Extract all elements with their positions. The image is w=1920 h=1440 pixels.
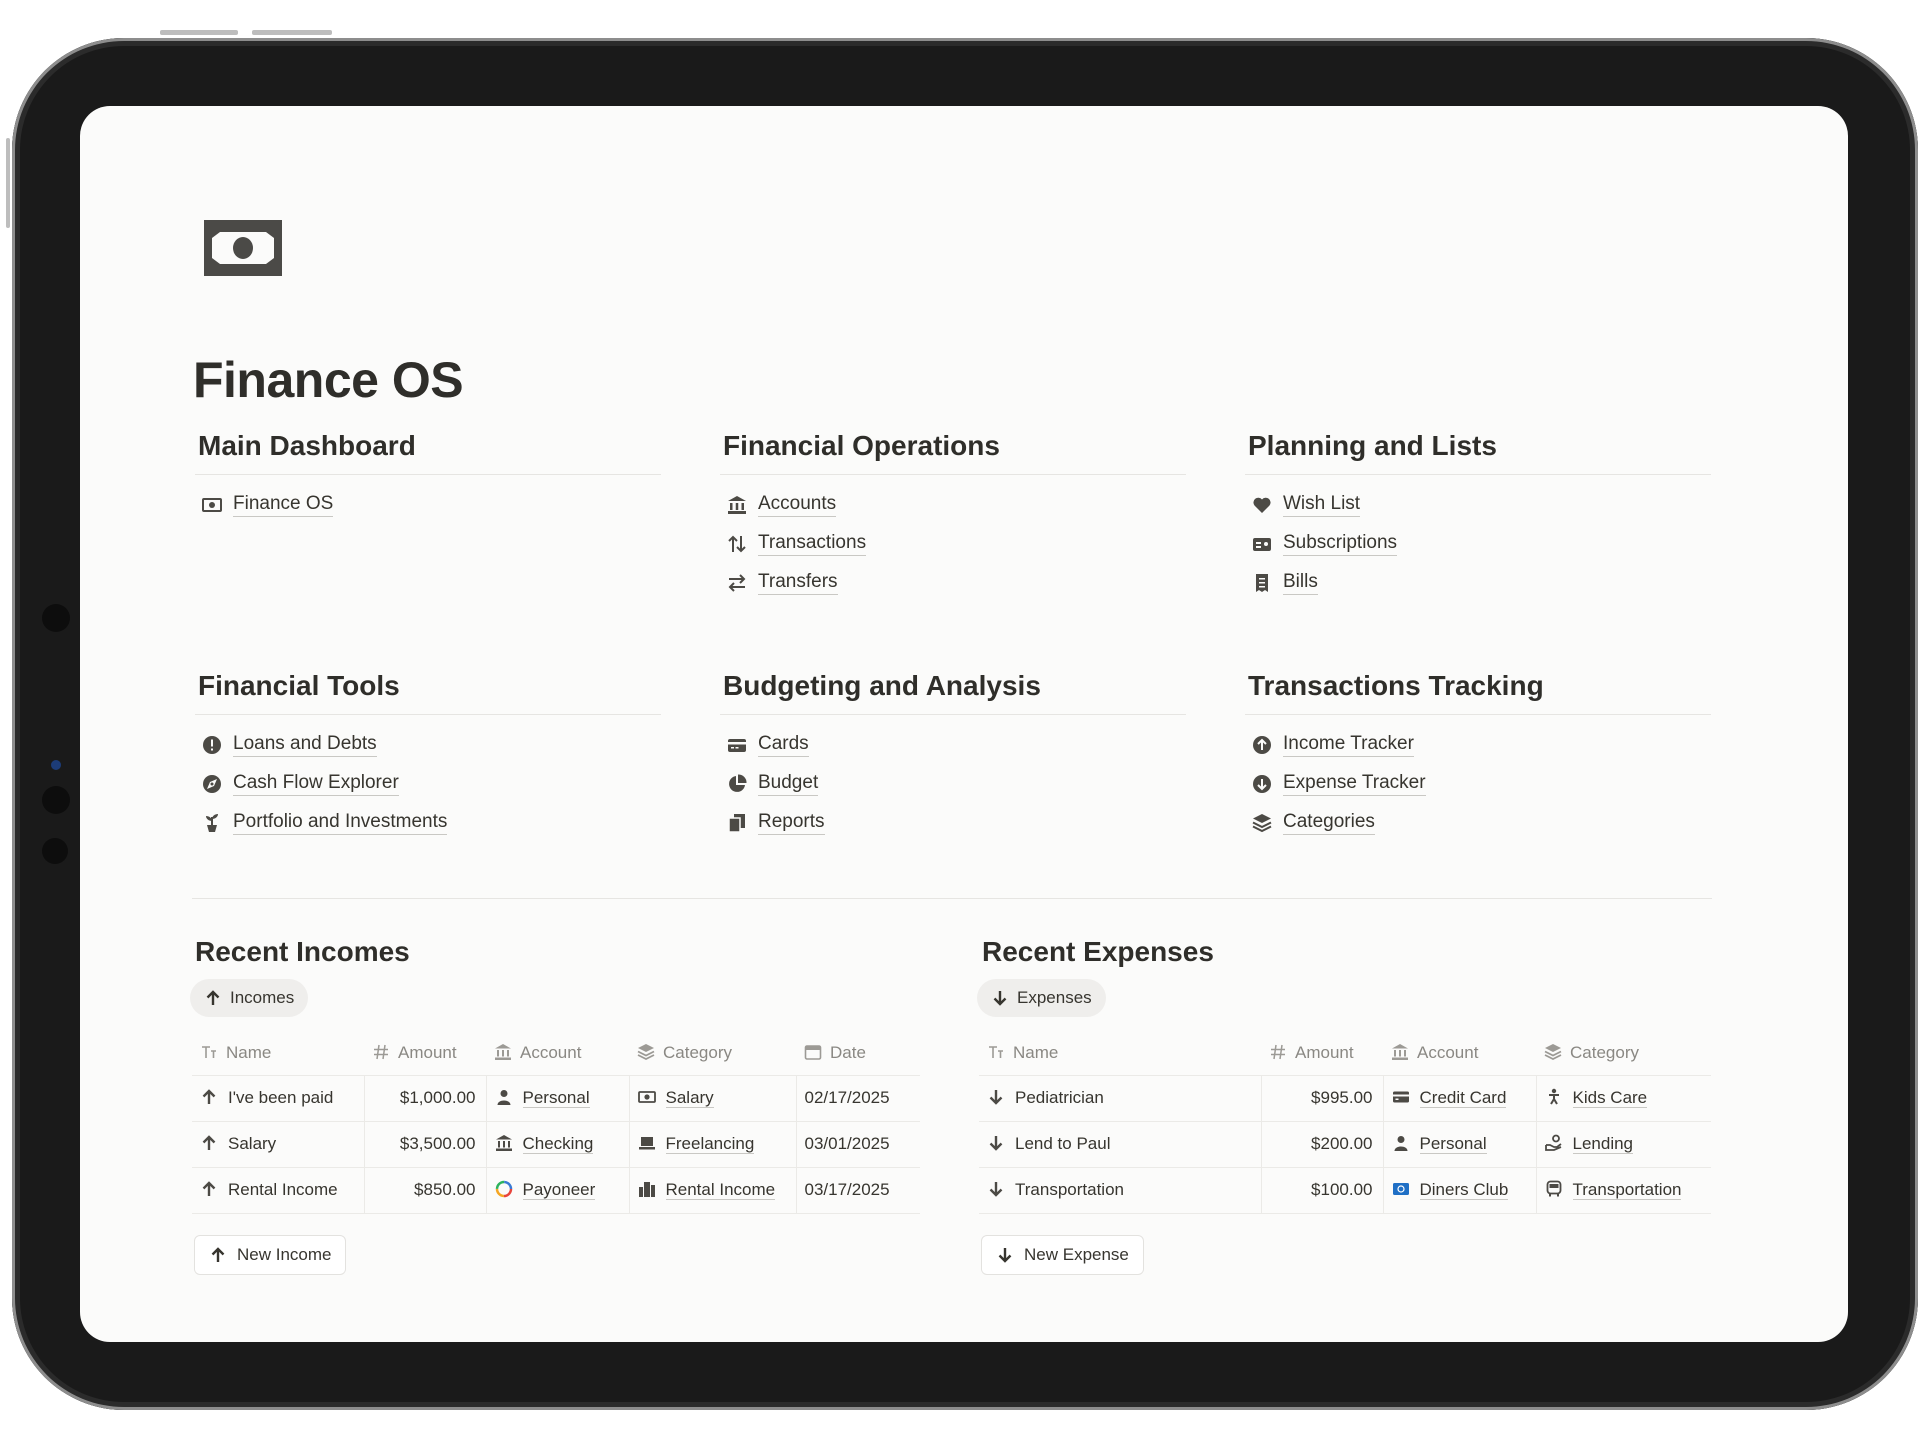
link-label: Portfolio and Investments <box>233 810 447 835</box>
hash-icon <box>372 1043 390 1061</box>
incomes-table <box>192 1031 920 1214</box>
row-category[interactable]: Transportation <box>1572 1180 1682 1199</box>
link-categories[interactable] <box>1245 803 1711 842</box>
row-amount: $3,500.00 <box>364 1121 486 1167</box>
section-planning-and-lists <box>1245 429 1711 602</box>
link-label: Expense Tracker <box>1283 771 1426 796</box>
row-amount: $850.00 <box>364 1167 486 1213</box>
link-label: Cash Flow Explorer <box>233 771 399 796</box>
layers-icon <box>1251 812 1273 834</box>
section-title: Financial Tools <box>195 669 661 715</box>
row-date: 03/17/2025 <box>796 1167 920 1213</box>
arrow-up-icon <box>200 1134 218 1152</box>
arrow-down-circle-icon <box>1251 773 1273 795</box>
link-cards[interactable] <box>720 725 1186 764</box>
bank-icon <box>495 1134 513 1152</box>
column-header-category[interactable]: Category <box>1536 1031 1711 1075</box>
link-loans-and-debts[interactable] <box>195 725 661 764</box>
link-budget[interactable] <box>720 764 1186 803</box>
credit-card-icon <box>1392 1088 1410 1106</box>
row-account[interactable]: Checking <box>522 1134 594 1153</box>
compass-icon <box>201 773 223 795</box>
layers-icon <box>637 1043 655 1061</box>
plant-icon <box>201 812 223 834</box>
row-amount: $100.00 <box>1261 1167 1383 1213</box>
link-reports[interactable] <box>720 803 1186 842</box>
link-label: Finance OS <box>233 492 333 517</box>
section-title: Financial Operations <box>720 429 1186 475</box>
row-category[interactable]: Salary <box>665 1088 714 1107</box>
row-category[interactable]: Freelancing <box>665 1134 755 1153</box>
hash-icon <box>1269 1043 1287 1061</box>
row-account[interactable]: Personal <box>522 1088 590 1107</box>
link-label: Loans and Debts <box>233 732 377 757</box>
link-label: Income Tracker <box>1283 732 1414 757</box>
id-card-icon <box>1251 533 1273 555</box>
link-label: Subscriptions <box>1283 531 1397 556</box>
row-date: 03/01/2025 <box>796 1121 920 1167</box>
button-label: New Expense <box>1024 1245 1129 1264</box>
diners-club-icon <box>1392 1180 1410 1198</box>
row-category[interactable]: Rental Income <box>665 1180 776 1199</box>
link-finance-os[interactable] <box>195 485 661 524</box>
row-account[interactable]: Diners Club <box>1419 1180 1509 1199</box>
camera-dot <box>42 604 70 632</box>
section-title: Budgeting and Analysis <box>720 669 1186 715</box>
view-label: Expenses <box>1017 988 1092 1007</box>
person-icon <box>1392 1134 1410 1152</box>
link-label: Transfers <box>758 570 838 595</box>
credit-card-icon <box>726 734 748 756</box>
view-label: Incomes <box>230 988 295 1007</box>
recent-incomes-title: Recent Incomes <box>195 936 410 967</box>
table-row[interactable] <box>192 1167 920 1213</box>
section-title: Planning and Lists <box>1245 429 1711 475</box>
arrow-down-icon <box>987 1180 1005 1198</box>
row-amount: $995.00 <box>1261 1075 1383 1121</box>
section-transactions-tracking <box>1245 669 1711 842</box>
divider <box>192 898 1712 899</box>
payoneer-ring-icon <box>495 1180 513 1198</box>
row-name: Rental Income <box>228 1180 338 1199</box>
documents-icon <box>726 812 748 834</box>
expenses-view-tab[interactable] <box>977 979 1106 1017</box>
arrow-up-icon <box>200 1180 218 1198</box>
banknote-icon <box>204 220 282 276</box>
side-button <box>6 138 10 228</box>
row-name: Salary <box>228 1134 277 1153</box>
camera-dot <box>42 786 70 814</box>
column-header-amount[interactable]: Amount <box>1261 1031 1383 1075</box>
link-transfers[interactable] <box>720 563 1186 602</box>
row-category[interactable]: Kids Care <box>1572 1088 1648 1107</box>
banknote-icon <box>201 494 223 516</box>
bus-icon <box>1545 1180 1563 1198</box>
arrow-up-icon <box>209 1246 227 1264</box>
row-account[interactable]: Payoneer <box>522 1180 596 1199</box>
arrow-up-circle-icon <box>1251 734 1273 756</box>
button-label: New Income <box>237 1245 332 1264</box>
link-cash-flow-explorer[interactable] <box>195 764 661 803</box>
row-name: Transportation <box>1015 1180 1124 1199</box>
column-header-category[interactable]: Category <box>629 1031 796 1075</box>
link-label: Bills <box>1283 570 1318 595</box>
section-financial-operations <box>720 429 1186 602</box>
table-row[interactable] <box>979 1167 1711 1213</box>
link-subscriptions[interactable] <box>1245 524 1711 563</box>
column-header-account[interactable]: Account <box>486 1031 629 1075</box>
link-transactions[interactable] <box>720 524 1186 563</box>
text-icon <box>987 1043 1005 1061</box>
bank-icon <box>494 1043 512 1061</box>
exclamation-circle-icon <box>201 734 223 756</box>
buildings-icon <box>638 1180 656 1198</box>
link-label: Accounts <box>758 492 836 517</box>
hand-coins-icon <box>1545 1134 1563 1152</box>
arrow-down-icon <box>987 1134 1005 1152</box>
person-icon <box>495 1088 513 1106</box>
table-row[interactable] <box>979 1121 1711 1167</box>
app-screen <box>80 106 1848 1342</box>
bank-icon <box>726 494 748 516</box>
link-label: Wish List <box>1283 492 1360 517</box>
link-expense-tracker[interactable] <box>1245 764 1711 803</box>
recent-expenses-title: Recent Expenses <box>982 936 1214 967</box>
link-income-tracker[interactable] <box>1245 725 1711 764</box>
child-icon <box>1545 1088 1563 1106</box>
bank-icon <box>1391 1043 1409 1061</box>
row-account[interactable]: Personal <box>1419 1134 1487 1153</box>
section-budgeting-and-analysis <box>720 669 1186 842</box>
layers-icon <box>1544 1043 1562 1061</box>
column-header-date[interactable]: Date <box>796 1031 920 1075</box>
arrow-up-icon <box>200 1088 218 1106</box>
link-label: Categories <box>1283 810 1375 835</box>
laptop-icon <box>638 1134 656 1152</box>
link-label: Cards <box>758 732 809 757</box>
arrow-up-icon <box>204 989 222 1007</box>
column-header-name[interactable]: Name <box>979 1031 1261 1075</box>
link-bills[interactable] <box>1245 563 1711 602</box>
expenses-table <box>979 1031 1711 1214</box>
page-title: Finance OS <box>193 352 464 408</box>
row-name: Lend to Paul <box>1015 1134 1111 1153</box>
row-name: I've been paid <box>228 1088 334 1107</box>
arrows-left-right-icon <box>726 572 748 594</box>
column-header-name[interactable]: Name <box>192 1031 364 1075</box>
new-income-button[interactable] <box>194 1235 346 1275</box>
pie-chart-icon <box>726 773 748 795</box>
arrow-down-icon <box>987 1088 1005 1106</box>
camera-dot <box>42 838 68 864</box>
table-row[interactable] <box>192 1121 920 1167</box>
link-label: Budget <box>758 771 818 796</box>
column-header-account[interactable]: Account <box>1383 1031 1536 1075</box>
incomes-view-tab[interactable] <box>190 979 308 1017</box>
row-category[interactable]: Lending <box>1572 1134 1634 1153</box>
sensor-dot <box>51 760 61 770</box>
section-financial-tools <box>195 669 661 842</box>
table-row[interactable] <box>979 1075 1711 1121</box>
section-title: Transactions Tracking <box>1245 669 1711 715</box>
link-label: Reports <box>758 810 825 835</box>
link-label: Transactions <box>758 531 866 556</box>
calendar-icon <box>804 1043 822 1061</box>
section-title: Main Dashboard <box>195 429 661 475</box>
link-accounts[interactable] <box>720 485 1186 524</box>
banknote-icon <box>638 1088 656 1106</box>
volume-button <box>252 30 332 35</box>
link-portfolio-and-investments[interactable] <box>195 803 661 842</box>
heart-icon <box>1251 494 1273 516</box>
text-icon <box>200 1043 218 1061</box>
row-amount: $200.00 <box>1261 1121 1383 1167</box>
section-main-dashboard <box>195 429 661 524</box>
arrow-down-icon <box>996 1246 1014 1264</box>
row-date: 02/17/2025 <box>796 1075 920 1121</box>
column-header-amount[interactable]: Amount <box>364 1031 486 1075</box>
new-expense-button[interactable] <box>981 1235 1144 1275</box>
receipt-icon <box>1251 572 1273 594</box>
arrows-up-down-icon <box>726 533 748 555</box>
link-wish-list[interactable] <box>1245 485 1711 524</box>
row-account[interactable]: Credit Card <box>1419 1088 1507 1107</box>
volume-button <box>160 30 238 35</box>
arrow-down-icon <box>991 989 1009 1007</box>
table-row[interactable] <box>192 1075 920 1121</box>
row-name: Pediatrician <box>1015 1088 1104 1107</box>
row-amount: $1,000.00 <box>364 1075 486 1121</box>
